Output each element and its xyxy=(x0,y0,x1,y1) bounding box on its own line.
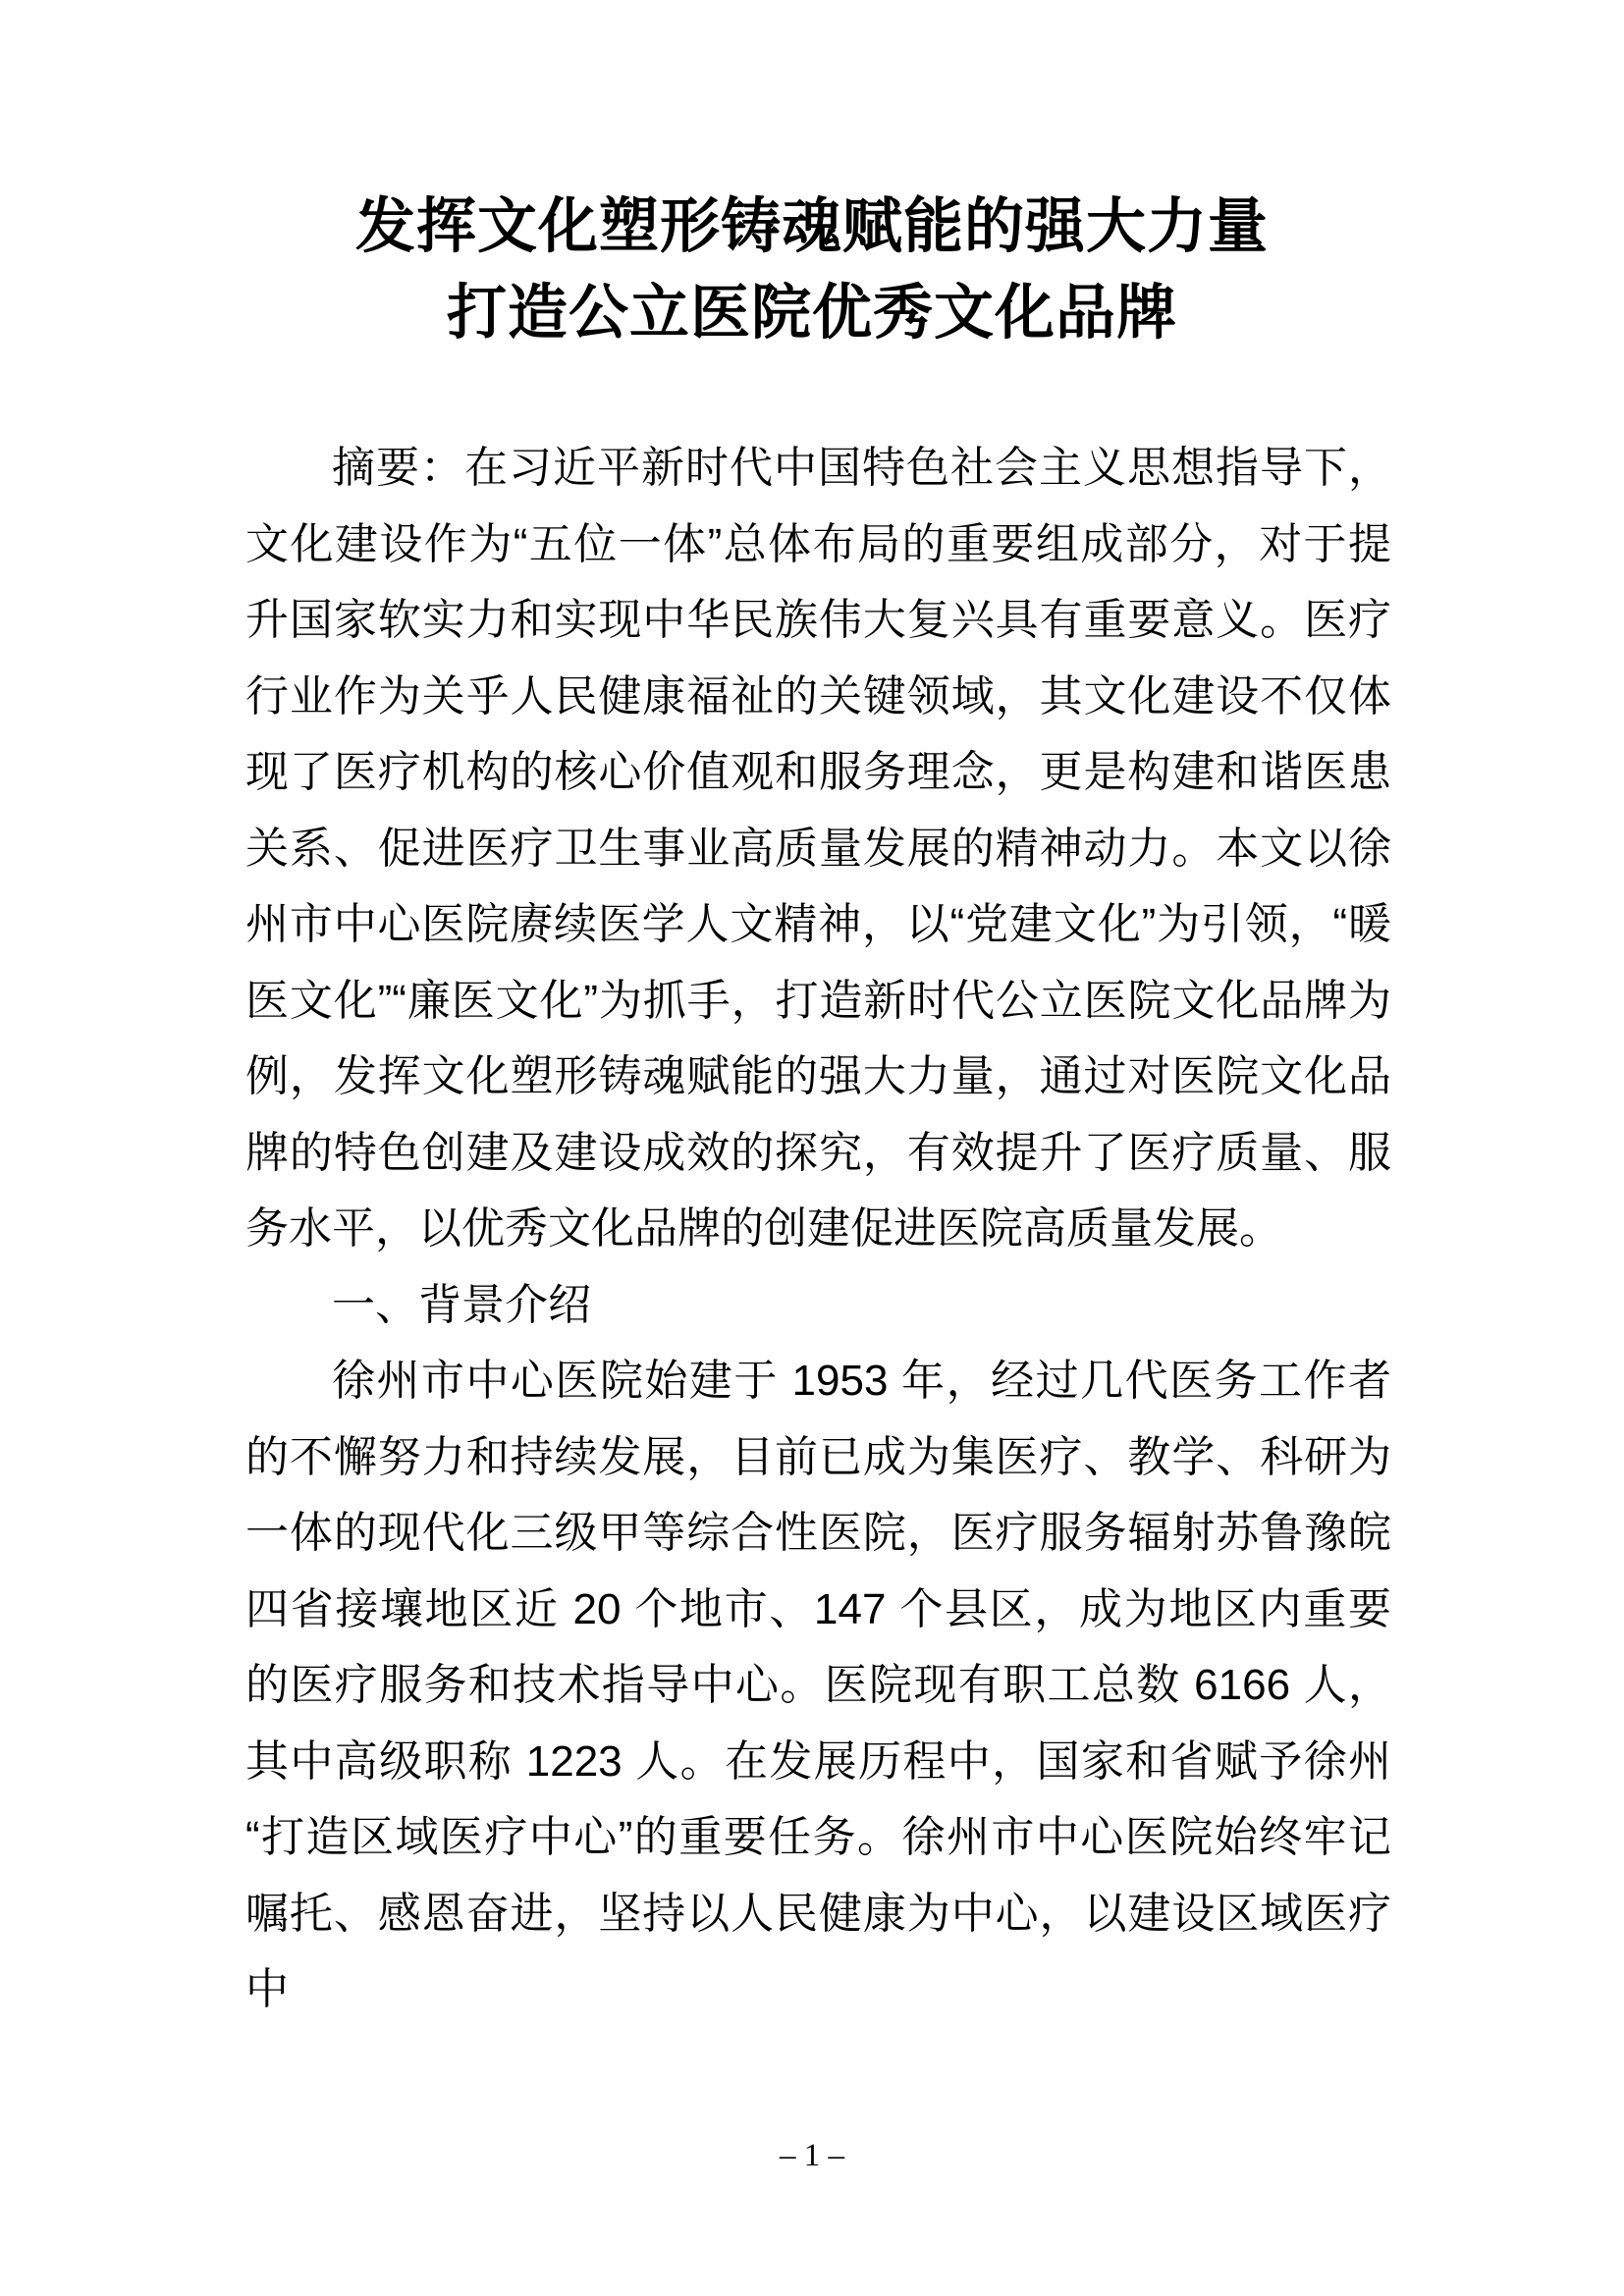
title-line-2: 打造公立医院优秀文化品牌 xyxy=(446,279,1177,346)
document-title xyxy=(0,183,1624,355)
abstract-paragraph: 摘要：在习近平新时代中国特色社会主义思想指导下，文化建设作为“五位一体”总体布局的重要组成部分，对于提升国家软实力和实现中华民族伟大复兴具有重要意义。医疗行业作为关乎人民健康福祉的关键领域，其文化建设不仅体现了医疗机构的核心价值观和服务理念，更是构建和谐医患关系、促进医疗卫生事业高质量发展的精神动力。本文以徐州市中心医院赓续医学人文精神，以“党建文化”为引领，“暖医文化”“廉医文化”为抓手，打造新时代公立医院文化品牌为例，发挥文化塑形铸魂赋能的强大力量，通过对医院文化品牌的特色创建及建设成效的探究，有效提升了医疗质量、服务水平，以优秀文化品牌的创建促进医院高质量发展。 xyxy=(245,444,1391,1253)
document-body xyxy=(245,430,1391,2028)
page-number: – 1 – xyxy=(780,2138,844,2173)
body-paragraph: 徐州市中心医院始建于 1953 年，经过几代医务工作者的不懈努力和持续发展，目前已成为集医疗、教学、科研为一体的现代化三级甲等综合性医院，医疗服务辐射苏鲁豫皖四省接壤地区近 20 个地市、147 个县区，成为地区内重要的医疗服务和技术指导中心。医院现有职工总数 6166 人，其中高级职称 1223 人。在发展历程中，国家和省赋予徐州“打造区域医疗中心”的重要任务。徐州市中心医院始终牢记嘱托、感恩奋进，坚持以人民健康为中心，以建设区域医疗中 xyxy=(245,1357,1391,2013)
section-heading-background: 一、背景介绍 xyxy=(332,1280,591,1329)
page-footer xyxy=(0,2136,1624,2175)
title-line-1: 发挥文化塑形铸魂赋能的强大力量 xyxy=(354,192,1269,259)
